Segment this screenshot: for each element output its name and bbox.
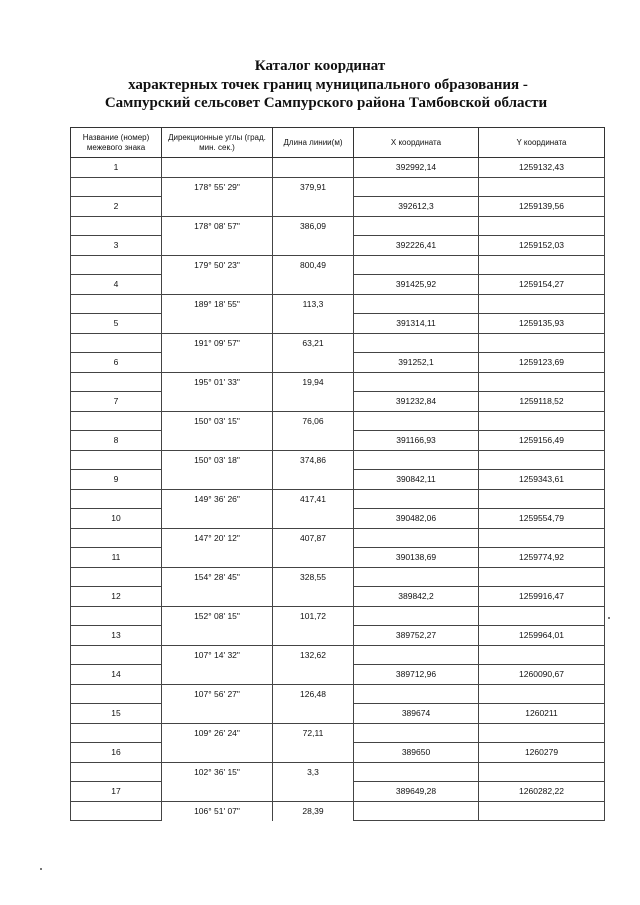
- point-name-cell: 1: [71, 158, 162, 178]
- empty-cell: [162, 782, 273, 802]
- point-name-cell: 2: [71, 197, 162, 217]
- header-length: Длина линии(м): [273, 128, 354, 158]
- table-row: [71, 645, 605, 665]
- x-coordinate-cell: 391425,92: [354, 275, 479, 295]
- y-coordinate-cell: 1259152,03: [479, 236, 605, 256]
- empty-cell: [273, 392, 354, 412]
- empty-cell: [71, 489, 162, 509]
- y-coordinate-cell: 1259135,93: [479, 314, 605, 334]
- line-length-cell: 76,06: [273, 411, 354, 431]
- direction-angle-cell: 109° 26' 24": [162, 723, 273, 743]
- empty-cell: [273, 470, 354, 490]
- empty-cell: [479, 216, 605, 236]
- empty-cell: [354, 216, 479, 236]
- y-coordinate-cell: 1259916,47: [479, 587, 605, 607]
- x-coordinate-cell: 392226,41: [354, 236, 479, 256]
- line-length-cell: 407,87: [273, 528, 354, 548]
- direction-angle-cell: 179° 50' 23": [162, 255, 273, 275]
- empty-cell: [479, 411, 605, 431]
- table-row: [71, 411, 605, 431]
- y-coordinate-cell: 1259154,27: [479, 275, 605, 295]
- table-row: [71, 762, 605, 782]
- y-coordinate-cell: 1259343,61: [479, 470, 605, 490]
- empty-cell: [354, 294, 479, 314]
- point-name-cell: 13: [71, 626, 162, 646]
- y-coordinate-cell: 1259964,01: [479, 626, 605, 646]
- empty-cell: [354, 528, 479, 548]
- empty-cell: [273, 743, 354, 763]
- header-name: Название (номер) межевого знака: [71, 128, 162, 158]
- empty-cell: [354, 333, 479, 353]
- line-length-cell: 63,21: [273, 333, 354, 353]
- point-name-cell: 12: [71, 587, 162, 607]
- empty-cell: [479, 801, 605, 821]
- line-length-cell: 374,86: [273, 450, 354, 470]
- line-length-cell: 328,55: [273, 567, 354, 587]
- empty-cell: [354, 372, 479, 392]
- empty-cell: [162, 431, 273, 451]
- table-row: [71, 743, 605, 763]
- direction-angle-cell: 106° 51' 07": [162, 801, 273, 821]
- point-name-cell: 14: [71, 665, 162, 685]
- empty-cell: [354, 450, 479, 470]
- x-coordinate-cell: 391232,84: [354, 392, 479, 412]
- y-coordinate-cell: 1259123,69: [479, 353, 605, 373]
- table-row: [71, 587, 605, 607]
- empty-cell: [162, 548, 273, 568]
- x-coordinate-cell: 392992,14: [354, 158, 479, 178]
- table-row: [71, 626, 605, 646]
- direction-angle-cell: 107° 56' 27": [162, 684, 273, 704]
- header-y: Y координата: [479, 128, 605, 158]
- empty-cell: [479, 645, 605, 665]
- empty-cell: [71, 216, 162, 236]
- x-coordinate-cell: 392612,3: [354, 197, 479, 217]
- empty-cell: [479, 294, 605, 314]
- x-coordinate-cell: 389712,96: [354, 665, 479, 685]
- empty-cell: [354, 606, 479, 626]
- empty-cell: [273, 782, 354, 802]
- direction-angle-cell: 195° 01' 33": [162, 372, 273, 392]
- empty-cell: [162, 626, 273, 646]
- table-row: [71, 314, 605, 334]
- x-coordinate-cell: 389650: [354, 743, 479, 763]
- empty-cell: [71, 372, 162, 392]
- scan-mark: [40, 868, 42, 870]
- table-row: [71, 489, 605, 509]
- point-name-cell: 11: [71, 548, 162, 568]
- empty-cell: [354, 762, 479, 782]
- empty-cell: [354, 801, 479, 821]
- table-body: [71, 158, 605, 821]
- y-coordinate-cell: 1260282,22: [479, 782, 605, 802]
- direction-angle-cell: 178° 08' 57": [162, 216, 273, 236]
- empty-cell: [273, 509, 354, 529]
- y-coordinate-cell: 1260279: [479, 743, 605, 763]
- empty-cell: [71, 762, 162, 782]
- empty-cell: [273, 626, 354, 646]
- empty-cell: [479, 684, 605, 704]
- table-row: [71, 294, 605, 314]
- empty-cell: [354, 723, 479, 743]
- line-length-cell: 132,62: [273, 645, 354, 665]
- line-length-cell: 101,72: [273, 606, 354, 626]
- empty-cell: [71, 723, 162, 743]
- table-row: [71, 392, 605, 412]
- empty-cell: [479, 177, 605, 197]
- x-coordinate-cell: 391166,93: [354, 431, 479, 451]
- empty-cell: [354, 567, 479, 587]
- y-coordinate-cell: 1259774,92: [479, 548, 605, 568]
- direction-angle-cell: 150° 03' 15": [162, 411, 273, 431]
- point-name-cell: 4: [71, 275, 162, 295]
- scan-mark: [608, 617, 610, 619]
- table-row: [71, 450, 605, 470]
- table-row: [71, 684, 605, 704]
- x-coordinate-cell: 389649,28: [354, 782, 479, 802]
- empty-cell: [162, 743, 273, 763]
- table-row: [71, 255, 605, 275]
- table-row: [71, 158, 605, 178]
- empty-cell: [273, 275, 354, 295]
- table-row: [71, 275, 605, 295]
- direction-angle-cell: 149° 36' 26": [162, 489, 273, 509]
- x-coordinate-cell: 390138,69: [354, 548, 479, 568]
- empty-cell: [479, 723, 605, 743]
- empty-cell: [354, 411, 479, 431]
- direction-angle-cell: 150° 03' 18": [162, 450, 273, 470]
- empty-cell: [479, 333, 605, 353]
- point-name-cell: 10: [71, 509, 162, 529]
- direction-angle-cell: 152° 08' 15": [162, 606, 273, 626]
- empty-cell: [71, 801, 162, 821]
- table-row: [71, 236, 605, 256]
- point-name-cell: 17: [71, 782, 162, 802]
- y-coordinate-cell: 1259139,56: [479, 197, 605, 217]
- direction-angle-cell: 102° 36' 15": [162, 762, 273, 782]
- empty-cell: [479, 606, 605, 626]
- table-row: [71, 372, 605, 392]
- empty-cell: [354, 489, 479, 509]
- table-row: [71, 528, 605, 548]
- table-row: [71, 801, 605, 821]
- direction-angle-cell: 147° 20' 12": [162, 528, 273, 548]
- empty-cell: [479, 567, 605, 587]
- direction-angle-cell: 189° 18' 55": [162, 294, 273, 314]
- empty-cell: [162, 392, 273, 412]
- table-row: [71, 431, 605, 451]
- empty-cell: [71, 294, 162, 314]
- table-row: [71, 509, 605, 529]
- empty-cell: [479, 372, 605, 392]
- empty-cell: [273, 197, 354, 217]
- point-name-cell: 9: [71, 470, 162, 490]
- direction-angle-cell: 191° 09' 57": [162, 333, 273, 353]
- direction-angle-cell: 154° 28' 45": [162, 567, 273, 587]
- line-length-cell: 800,49: [273, 255, 354, 275]
- empty-cell: [479, 528, 605, 548]
- line-length-cell: 28,39: [273, 801, 354, 821]
- empty-cell: [162, 197, 273, 217]
- title-line-3: Сампурский сельсовет Сампурского района Тамбовской области: [104, 95, 548, 111]
- empty-cell: [71, 606, 162, 626]
- empty-cell: [273, 431, 354, 451]
- empty-cell: [273, 704, 354, 724]
- table-row: [71, 567, 605, 587]
- empty-cell: [273, 587, 354, 607]
- table-row: [71, 353, 605, 373]
- line-length-cell: 113,3: [273, 294, 354, 314]
- empty-cell: [354, 255, 479, 275]
- empty-cell: [71, 645, 162, 665]
- x-coordinate-cell: 390842,11: [354, 470, 479, 490]
- empty-cell: [354, 684, 479, 704]
- x-coordinate-cell: 389842,2: [354, 587, 479, 607]
- line-length-cell: 126,48: [273, 684, 354, 704]
- line-length-cell: 19,94: [273, 372, 354, 392]
- direction-angle-cell: 107° 14' 32": [162, 645, 273, 665]
- empty-cell: [479, 489, 605, 509]
- empty-cell: [162, 704, 273, 724]
- table-row: [71, 548, 605, 568]
- empty-cell: [162, 353, 273, 373]
- table-row: [71, 782, 605, 802]
- table-row: [71, 177, 605, 197]
- point-name-cell: 6: [71, 353, 162, 373]
- empty-cell: [273, 158, 354, 178]
- y-coordinate-cell: 1260090,67: [479, 665, 605, 685]
- y-coordinate-cell: 1259554,79: [479, 509, 605, 529]
- empty-cell: [162, 275, 273, 295]
- empty-cell: [273, 353, 354, 373]
- table-row: [71, 665, 605, 685]
- empty-cell: [479, 450, 605, 470]
- empty-cell: [162, 665, 273, 685]
- empty-cell: [479, 255, 605, 275]
- empty-cell: [273, 236, 354, 256]
- table-row: [71, 723, 605, 743]
- line-length-cell: 379,91: [273, 177, 354, 197]
- title-line-1: Каталог координат: [254, 58, 386, 74]
- y-coordinate-cell: 1259156,49: [479, 431, 605, 451]
- empty-cell: [273, 665, 354, 685]
- table-row: [71, 470, 605, 490]
- empty-cell: [162, 587, 273, 607]
- table-row: [71, 606, 605, 626]
- empty-cell: [71, 333, 162, 353]
- point-name-cell: 5: [71, 314, 162, 334]
- point-name-cell: 8: [71, 431, 162, 451]
- point-name-cell: 16: [71, 743, 162, 763]
- y-coordinate-cell: 1259118,52: [479, 392, 605, 412]
- title-line-2: характерных точек границ муниципального образования -: [128, 77, 528, 93]
- line-length-cell: 72,11: [273, 723, 354, 743]
- line-length-cell: 3,3: [273, 762, 354, 782]
- x-coordinate-cell: 389752,27: [354, 626, 479, 646]
- x-coordinate-cell: 390482,06: [354, 509, 479, 529]
- x-coordinate-cell: 391314,11: [354, 314, 479, 334]
- table-row: [71, 333, 605, 353]
- empty-cell: [273, 548, 354, 568]
- empty-cell: [71, 255, 162, 275]
- empty-cell: [162, 509, 273, 529]
- empty-cell: [273, 314, 354, 334]
- table-header-row: [71, 128, 605, 158]
- line-length-cell: 386,09: [273, 216, 354, 236]
- header-angle: Дирекционные углы (град. мин. сек.): [162, 128, 273, 158]
- coordinates-table: [70, 127, 605, 821]
- table-row: [71, 704, 605, 724]
- point-name-cell: 7: [71, 392, 162, 412]
- y-coordinate-cell: 1260211: [479, 704, 605, 724]
- empty-cell: [162, 470, 273, 490]
- empty-cell: [479, 762, 605, 782]
- empty-cell: [354, 177, 479, 197]
- table-row: [71, 216, 605, 236]
- header-x: X координата: [354, 128, 479, 158]
- empty-cell: [162, 236, 273, 256]
- empty-cell: [354, 645, 479, 665]
- empty-cell: [71, 528, 162, 548]
- empty-cell: [71, 450, 162, 470]
- empty-cell: [71, 177, 162, 197]
- point-name-cell: 15: [71, 704, 162, 724]
- line-length-cell: 417,41: [273, 489, 354, 509]
- y-coordinate-cell: 1259132,43: [479, 158, 605, 178]
- empty-cell: [162, 314, 273, 334]
- x-coordinate-cell: 389674: [354, 704, 479, 724]
- table-row: [71, 197, 605, 217]
- empty-cell: [71, 684, 162, 704]
- empty-cell: [162, 158, 273, 178]
- x-coordinate-cell: 391252,1: [354, 353, 479, 373]
- direction-angle-cell: 178° 55' 29": [162, 177, 273, 197]
- empty-cell: [71, 411, 162, 431]
- empty-cell: [71, 567, 162, 587]
- point-name-cell: 3: [71, 236, 162, 256]
